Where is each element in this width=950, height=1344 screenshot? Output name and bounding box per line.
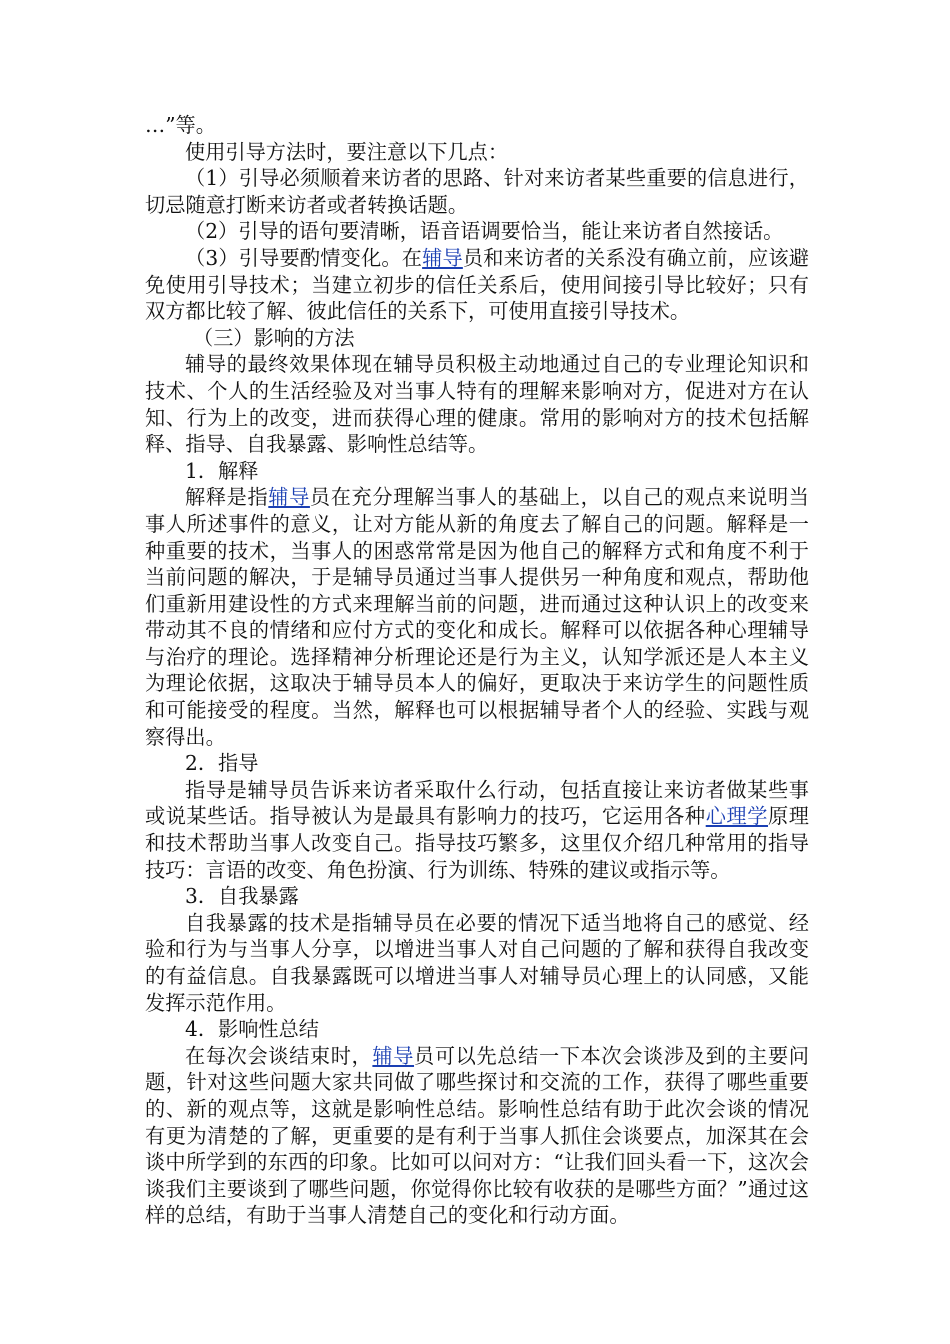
text-segment: 员可以先总结一下本次会谈涉及到的主要问题，针对这些问题大家共同做了哪些探讨和交流的工作，获得了哪些重要的、新的观点等，这就是影响性总结。影响性总结有助于此次会谈的情况有更为清楚的了解，更重要的是有利于当事人抓住会谈要点，加深其在会谈中所学到的东西的印象。比如可以问对方：“让我们回头看一下，这次会谈我们主要谈到了哪些问题，你觉得你比较有收获的是哪些方面？”通过这样的总结，有助于当事人清楚自己的变化和行动方面。 — [145, 1043, 809, 1228]
paragraph-guidance-intro: 使用引导方法时，要注意以下几点： — [185, 139, 509, 164]
paragraph-influence-overview: 辅导的最终效果体现在辅导员积极主动地通过自己的专业理论知识和技术、个人的生活经验及对当事人特有的理解来影响对方，促进对方在认知、行为上的改变，进而获得心理的健康。常用的影响对方的技术包括解释、指导、自我暴露、影响性总结等。 — [145, 352, 809, 457]
subheading-explanation: 1．解释 — [185, 458, 259, 483]
link-fudao[interactable]: 辅导 — [372, 1043, 415, 1068]
subheading-influential-summary: 4．影响性总结 — [185, 1017, 319, 1042]
text-segment: 解释是指 — [185, 485, 269, 510]
section-heading-influence-methods: （三）影响的方法 — [193, 325, 355, 350]
link-fudao[interactable]: 辅导 — [268, 485, 310, 510]
text-segment: 员在充分理解当事人的基础上，以自己的观点来说明当事人所述事件的意义，让对方能从新的角度去了解自己的问题。解释是一种重要的技术，当事人的困惑常常是因为他自己的解释方式和角度不利于当前问题的解决，于是辅导员通过当事人提供另一种角度和观点，帮助他们重新用建设性的方式来理解当前的问题，进而通过这种认识上的改变来带动其不良的情绪和应付方式的变化和成长。解释可以依据各种心理辅导与治疗的理论。选择精神分析理论还是行为主义，认知学派还是人本主义为理论依据，这取决于辅导员本人的偏好，更取决于来访学生的问题性质和可能接受的程度。当然，解释也可以根据辅导者个人的经验、实践与观察得出。 — [145, 485, 809, 749]
text-segment: 原理和技术帮助当事人改变自己。指导技巧繁多，这里仅介绍几种常用的指导技巧：言语的改变、角色扮演、行为训练、特殊的建议或指示等。 — [145, 804, 809, 882]
paragraph-influential-summary — [145, 1043, 809, 1229]
paragraph-self-disclosure: 自我暴露的技术是指辅导员在必要的情况下适当地将自己的感觉、经验和行为与当事人分享，以增进当事人对自己问题的了解和获得自我改变的有益信息。自我暴露既可以增进当事人对辅导员心理上的认同感，又能发挥示范作用。 — [145, 910, 809, 1015]
paragraph-guidance — [145, 777, 809, 883]
link-psychology[interactable]: 心理学 — [705, 804, 769, 829]
paragraph-point-1: （1）引导必须顺着来访者的思路、针对来访者某些重要的信息进行，切忌随意打断来访者或者转换话题。 — [145, 166, 809, 217]
subheading-self-disclosure: 3．自我暴露 — [185, 884, 299, 909]
text-segment: （3）引导要酌情变化。在 — [185, 245, 423, 270]
paragraph-continuation: …”等。 — [145, 113, 216, 137]
paragraph-explanation — [145, 484, 809, 750]
paragraph-point-2: （2）引导的语句要清晰，语音语调要恰当，能让来访者自然接话。 — [185, 219, 784, 244]
text-segment: 员和来访者的关系没有确立前，应该避免使用引导技术；当建立初步的信任关系后，使用间接引导比较好；只有双方都比较了解、彼此信任的关系下，可使用直接引导技术。 — [145, 245, 809, 324]
document-body — [145, 112, 809, 1229]
subheading-guidance: 2．指导 — [185, 751, 259, 776]
text-segment: 指导是辅导员告诉来访者采取什么行动，包括直接让来访者做某些事或说某些话。指导被认为是最具有影响力的技巧，它运用各种 — [145, 777, 809, 829]
text-segment: 在每次会谈结束时， — [185, 1043, 373, 1068]
link-fudao[interactable]: 辅导 — [422, 245, 463, 270]
paragraph-point-3 — [145, 245, 809, 325]
